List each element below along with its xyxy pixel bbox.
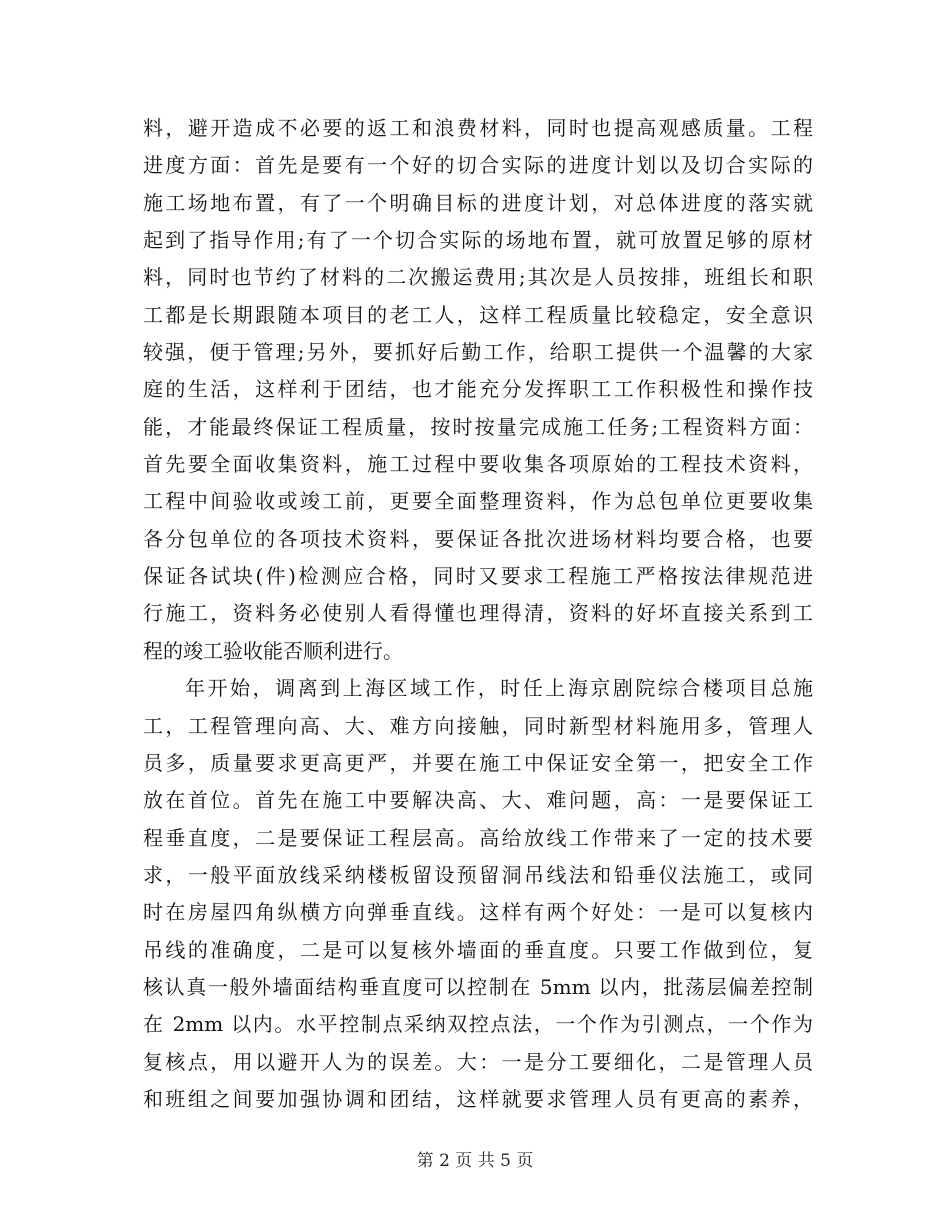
text-line: 起到了指导作用;有了一个切合实际的场地布置，就可放置足够的原材 bbox=[143, 228, 813, 253]
text-line: 行施工，资料务必使别人看得懂也理得清，资料的好坏直接关系到工 bbox=[143, 601, 813, 626]
text-line: 各分包单位的各项技术资料，要保证各批次进场材料均要合格，也要 bbox=[143, 526, 813, 551]
paragraph-1 bbox=[143, 110, 813, 670]
page-number-label: 第 2 页 共 5 页 bbox=[416, 1151, 534, 1171]
text-line: 能，才能最终保证工程质量，按时按量完成施工任务;工程资料方面： bbox=[143, 414, 813, 439]
text-line: 复核点，用以避开人为的误差。大：一是分工要细化，二是管理人员 bbox=[143, 1049, 813, 1074]
text-line: 保证各试块(件)检测应合格，同时又要求工程施工严格按法律规范进 bbox=[143, 564, 813, 589]
text-line: 程的竣工验收能否顺利进行。 bbox=[143, 638, 403, 663]
text-line: 工都是长期跟随本项目的老工人，这样工程质量比较稳定，安全意识 bbox=[143, 302, 813, 327]
text-line: 工，工程管理向高、大、难方向接触，同时新型材料施用多，管理人 bbox=[143, 713, 813, 738]
text-line: 料，同时也节约了材料的二次搬运费用;其次是人员按排，班组长和职 bbox=[143, 265, 813, 290]
body-text bbox=[143, 110, 813, 1118]
text-line: 时在房屋四角纵横方向弹垂直线。这样有两个好处：一是可以复核内 bbox=[143, 900, 813, 925]
text-line: 员多，质量要求更高更严，并要在施工中保证安全第一，把安全工作 bbox=[143, 750, 813, 775]
text-line: 较强，便于管理;另外，要抓好后勤工作，给职工提供一个温馨的大家 bbox=[143, 340, 813, 365]
text-line: 和班组之间要加强协调和团结，这样就要求管理人员有更高的素养， bbox=[143, 1086, 813, 1111]
text-line: 进度方面：首先是要有一个好的切合实际的进度计划以及切合实际的 bbox=[143, 153, 813, 178]
text-line: 施工场地布置，有了一个明确目标的进度计划，对总体进度的落实就 bbox=[143, 190, 813, 215]
text-line: 年开始，调离到上海区域工作，时任上海京剧院综合楼项目总施 bbox=[185, 676, 813, 701]
text-line: 工程中间验收或竣工前，更要全面整理资料，作为总包单位更要收集 bbox=[143, 489, 813, 514]
text-line: 求，一般平面放线采纳楼板留设预留洞吊线法和铅垂仪法施工，或同 bbox=[143, 862, 813, 887]
text-line: 核认真一般外墙面结构垂直度可以控制在 5mm 以内，批荡层偏差控制 bbox=[143, 974, 813, 999]
text-line: 在 2mm 以内。水平控制点采纳双控点法，一个作为引测点，一个作为 bbox=[143, 1012, 813, 1037]
page-footer bbox=[0, 1146, 950, 1171]
text-line: 放在首位。首先在施工中要解决高、大、难问题，高：一是要保证工 bbox=[143, 788, 813, 813]
text-line: 吊线的准确度，二是可以复核外墙面的垂直度。只要工作做到位，复 bbox=[143, 937, 813, 962]
text-line: 程垂直度，二是要保证工程层高。高给放线工作带来了一定的技术要 bbox=[143, 825, 813, 850]
paragraph-2 bbox=[143, 670, 813, 1118]
text-line: 首先要全面收集资料，施工过程中要收集各项原始的工程技术资料， bbox=[143, 452, 813, 477]
text-line: 料，避开造成不必要的返工和浪费材料，同时也提高观感质量。工程 bbox=[143, 116, 813, 140]
text-line: 庭的生活，这样利于团结，也才能充分发挥职工工作积极性和操作技 bbox=[143, 377, 813, 402]
